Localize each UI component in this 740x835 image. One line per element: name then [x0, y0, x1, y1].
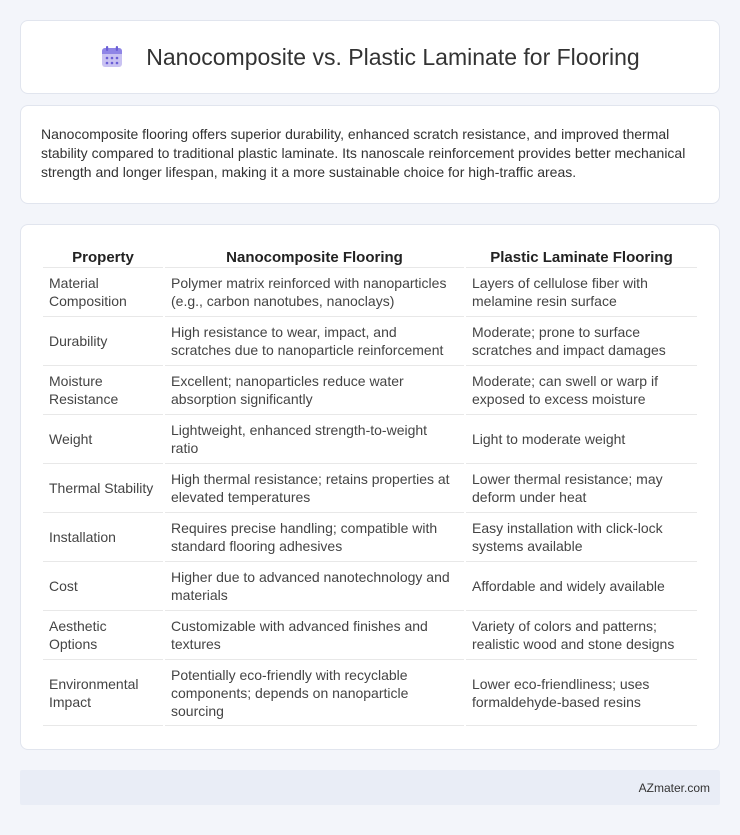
page-title: Nanocomposite vs. Plastic Laminate for Flooring	[146, 43, 640, 70]
property-cell: Durability	[43, 317, 163, 366]
property-cell: Moisture Resistance	[43, 366, 163, 415]
nanocomposite-cell: Customizable with advanced finishes and textures	[165, 611, 464, 660]
table-row	[43, 268, 697, 317]
plastic-laminate-cell: Layers of cellulose fiber with melamine resin surface	[466, 268, 697, 317]
property-cell: Aesthetic Options	[43, 611, 163, 660]
plastic-laminate-cell: Variety of colors and patterns; realistic wood and stone designs	[466, 611, 697, 660]
column-header-plastic-laminate: Plastic Laminate Flooring	[466, 245, 697, 268]
plastic-laminate-cell: Affordable and widely available	[466, 562, 697, 611]
table-row	[43, 513, 697, 562]
table-row	[43, 464, 697, 513]
plastic-laminate-cell: Moderate; prone to surface scratches and impact damages	[466, 317, 697, 366]
nanocomposite-cell: Excellent; nanoparticles reduce water absorption significantly	[165, 366, 464, 415]
property-cell: Installation	[43, 513, 163, 562]
plastic-laminate-cell: Lower thermal resistance; may deform under heat	[466, 464, 697, 513]
nanocomposite-cell: High thermal resistance; retains properties at elevated temperatures	[165, 464, 464, 513]
property-cell: Material Composition	[43, 268, 163, 317]
table-row	[43, 366, 697, 415]
property-cell: Cost	[43, 562, 163, 611]
table-row	[43, 317, 697, 366]
nanocomposite-cell: Polymer matrix reinforced with nanoparticles (e.g., carbon nanotubes, nanoclays)	[165, 268, 464, 317]
plastic-laminate-cell: Moderate; can swell or warp if exposed to excess moisture	[466, 366, 697, 415]
calendar-icon	[100, 45, 124, 69]
summary-text: Nanocomposite flooring offers superior durability, enhanced scratch resistance, and improved thermal stability compared to traditional plastic laminate. Its nanoscale reinforcement provides better mechanical strength and longer lifespan, making it a more sustainable choice for high-traffic areas.	[41, 126, 686, 180]
property-cell: Environmental Impact	[43, 660, 163, 726]
property-cell: Weight	[43, 415, 163, 464]
summary-card	[20, 105, 720, 204]
table-row	[43, 611, 697, 660]
comparison-table	[41, 245, 699, 726]
comparison-table-card	[20, 224, 720, 750]
footer	[20, 770, 720, 805]
plastic-laminate-cell: Light to moderate weight	[466, 415, 697, 464]
plastic-laminate-cell: Lower eco-friendliness; uses formaldehyde-based resins	[466, 660, 697, 726]
nanocomposite-cell: High resistance to wear, impact, and scratches due to nanoparticle reinforcement	[165, 317, 464, 366]
table-row	[43, 660, 697, 726]
table-row	[43, 562, 697, 611]
nanocomposite-cell: Higher due to advanced nanotechnology and materials	[165, 562, 464, 611]
property-cell: Thermal Stability	[43, 464, 163, 513]
title-card	[20, 20, 720, 94]
nanocomposite-cell: Lightweight, enhanced strength-to-weight ratio	[165, 415, 464, 464]
column-header-nanocomposite: Nanocomposite Flooring	[165, 245, 464, 268]
nanocomposite-cell: Requires precise handling; compatible with standard flooring adhesives	[165, 513, 464, 562]
table-header-row	[43, 245, 697, 268]
table-row	[43, 415, 697, 464]
column-header-property: Property	[43, 245, 163, 268]
nanocomposite-cell: Potentially eco-friendly with recyclable components; depends on nanoparticle sourcing	[165, 660, 464, 726]
plastic-laminate-cell: Easy installation with click-lock systems available	[466, 513, 697, 562]
footer-brand[interactable]: AZmater.com	[638, 780, 710, 795]
